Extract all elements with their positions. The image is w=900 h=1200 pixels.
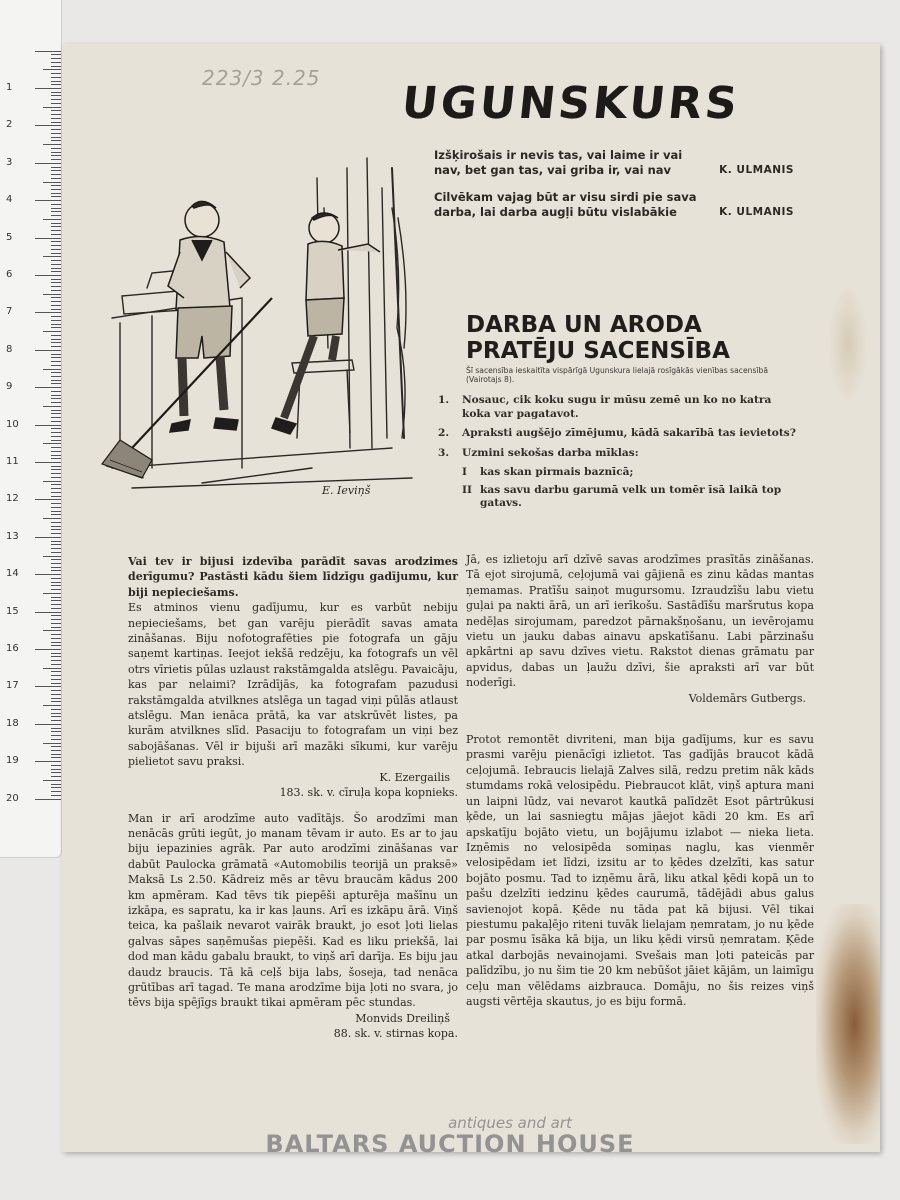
ruler-number: 20 [6, 792, 19, 804]
ruler-tick [51, 320, 61, 321]
ruler-tick [51, 765, 61, 766]
ruler-tick [43, 518, 61, 519]
riddle-text: kas skan pirmais baznīcā; [480, 466, 634, 478]
ruler-number: 6 [6, 269, 13, 280]
question-number: 3. [438, 446, 450, 459]
masthead-title: UGUNSKURS [399, 78, 743, 129]
ruler-tick [51, 585, 61, 586]
ruler-number: 2 [6, 119, 13, 131]
foxing-spot [828, 284, 868, 404]
question-text: Apraksti augšējo zīmējumu, kādā sakarībā tas ievietots? [462, 427, 796, 439]
ruler-tick [51, 589, 61, 590]
ruler-tick [51, 731, 61, 732]
story-bicycle: Protot remontēt divriteni, man bija gadījums, kur es savu prasmi varēju pienācīgi izlietot. Tas gadījās braucot kādā ceļojumā. Iebraucis lielajā Zalves silā, redzu pretim nāk kāds stumdams rokā velosipēdu. Piebraucot klāt, viņš aptura mani un laipni lūdz, vai nevarot kautkā palīdzēt Esot pārtrūkusi ķēde, un lai sasniegtu mājas jāejot kādi 20 km. Es arī apskatīju bojāto vietu, un bojājumu izlabot — nieka lieta. Izņēmis no velosipēda somiņas naglu, kas vienmēr velosipēdam iet līdzi, izsitu ar to ķēdes dzelzīti, kas satur bojāto posmu. Tad to izņēmu ārā, liku atkal ķēdi kopā un to pašu dzelzīti iedzinu ķēdes caurumā, tādējādi abus galus savienojot kopā. Ķēde nu tāda pat kā bijusi. Vēl tikai piestumu pakaļējo riteni tuvāk lielajam ņemratam, jo nu ķēde par posmu īsāka kā bija, un liku ķēdi virsū ņemratam. Ķēde atkal darbojās nevainojami. Svešais man ļoti pateicās par palīdzību, jo nu šim tie 20 km nebūšot jāiet kājām, un laimīgu ceļu man vēlēdams aizbrauca. Domāju, no šis reizes viņš augsti vērtēja skautus, jo es biju formā. [466, 733, 814, 1008]
ruler-tick [51, 342, 61, 343]
ruler-tick [51, 552, 61, 553]
author-name: Voldemārs Gutbergs. [688, 691, 806, 705]
ruler-tick [35, 238, 61, 239]
ruler-tick [51, 324, 61, 325]
ruler-tick [51, 526, 61, 527]
ruler-tick [51, 77, 61, 78]
ruler-tick [43, 443, 61, 444]
ruler-tick [51, 327, 61, 328]
ruler-tick [51, 185, 61, 186]
ruler-tick [51, 241, 61, 242]
ruler-tick [51, 170, 61, 171]
ruler-tick [51, 642, 61, 643]
ruler-tick [51, 133, 61, 134]
ruler-tick [51, 451, 61, 452]
ruler-tick [51, 208, 61, 209]
ruler-tick [51, 473, 61, 474]
ruler-tick [35, 724, 61, 725]
ruler-tick [51, 522, 61, 523]
question-number: 1. [438, 394, 450, 406]
ruler-tick [51, 735, 61, 736]
ruler-tick [43, 593, 61, 594]
ruler-tick [51, 260, 61, 261]
question-text: Uzmini sekošas darba mīklas: [462, 446, 639, 459]
ruler-tick [51, 458, 61, 459]
ruler-tick [51, 215, 61, 216]
ruler-number: 18 [6, 717, 19, 729]
ruler-tick [51, 597, 61, 598]
watermark-tagline: antiques and art [448, 1114, 572, 1132]
ruler-tick [51, 582, 61, 583]
watermark-brand: BALTARS AUCTION HOUSE [265, 1130, 635, 1158]
ruler-tick [51, 118, 61, 119]
ruler-tick [51, 656, 61, 657]
ruler-tick [43, 705, 61, 706]
ruler-tick [51, 716, 61, 717]
quote-author: K. ULMANIS [719, 206, 794, 218]
ruler-tick [51, 567, 61, 568]
ruler-tick [35, 574, 61, 575]
quotes-block [434, 148, 794, 232]
ruler-tick [51, 720, 61, 721]
ruler-tick [51, 309, 61, 310]
ruler-tick [51, 410, 61, 411]
question-item [438, 394, 798, 421]
ruler-tick [51, 174, 61, 175]
ruler-tick [51, 511, 61, 512]
ruler-tick [51, 604, 61, 605]
ruler-tick [51, 140, 61, 141]
ruler-tick [51, 488, 61, 489]
right-column [466, 552, 814, 1009]
ruler-tick [51, 249, 61, 250]
ruler-tick [51, 623, 61, 624]
ruler-tick [51, 694, 61, 695]
ruler-tick [51, 178, 61, 179]
ruler-tick [51, 58, 61, 59]
ruler-tick [51, 664, 61, 665]
ruler-tick [51, 189, 61, 190]
ruler-tick [51, 496, 61, 497]
newspaper-page [62, 44, 880, 1152]
ruler-number: 15 [6, 605, 19, 617]
ruler-tick [43, 294, 61, 295]
ruler-tick [51, 791, 61, 792]
ruler-tick [35, 425, 61, 426]
ruler-tick [51, 544, 61, 545]
ruler-tick [51, 698, 61, 699]
ruler-tick [51, 402, 61, 403]
story-dreilins: Man ir arī arodzīme auto vadītājs. Šo arodzīmi man nenācās grūti iegūt, jo manam tēvam ir auto. Es ar to jau biju iepazinies agrāk. Par auto arodzīmi zināšanas var dabūt Paulocka grāmatā «Automobilis teorijā un praksē» Maksā Ls 2.50. Kādreiz mēs ar tēvu braucām kādus 200 km apmēram. Kad tēvs tik piepēši apturēja mašīnu un izkāpa, es sapratu, ka ir kas ļauns. Arī es izkāpu ārā. Viņš teica, ka pašlaik nevarot vairāk braukt, jo esot ļoti lielas galvas sāpes saņēmušas piepēši. Kad es liku priekšā, lai dod man kādu gabalu braukt, to viņš arī darīja. Es biju jau daudz braucis. Tā kā ceļš bija labs, šoseja, tad nenāca grūtības arī tagad. Te mana arodzīme bija ļoti no svara, jo tēvs bija spējīgs braukt tikai apmēram pēc stundas. [128, 811, 458, 1010]
ruler-tick [51, 413, 61, 414]
ruler-tick [51, 466, 61, 467]
ruler-tick [51, 784, 61, 785]
riddle-item [462, 466, 798, 480]
ruler-number: 14 [6, 568, 19, 580]
ruler-tick [35, 125, 61, 126]
ruler-tick [51, 230, 61, 231]
question-text: Nosauc, cik koku sugu ir mūsu zemē un ko no katra koka var pagatavot. [462, 394, 772, 420]
ruler-tick [43, 369, 61, 370]
ruler-tick [51, 709, 61, 710]
ruler-tick [43, 182, 61, 183]
ruler-tick [35, 350, 61, 351]
ruler-tick [51, 660, 61, 661]
quote-2 [434, 190, 794, 220]
ruler-tick [51, 357, 61, 358]
ruler-tick [51, 62, 61, 63]
ruler-number: 4 [6, 194, 13, 206]
ruler-tick [51, 795, 61, 796]
ruler-tick [43, 219, 61, 220]
ruler-tick [51, 507, 61, 508]
ruler-tick [51, 608, 61, 609]
story-gutbergs: Jā, es izlietoju arī dzīvē savas arodzīmes prasītās zināšanas. Tā ejot sirojumā, ceļojumā vai gājienā es zinu kādas mantas ņemamas. Pratīšu saiņot mugursomu. Izraudzīšu labu vietu guļai pa nakti ārā, un arī ierīkošu. Sastādīšu maršrutus kopa nedēļas sirojumam, paredzot pārnakšņošanu, un ievērojamu vietu un jauku dabas ainavu apskatīšanu. Labi pārzinašu apkārtni ap savu dzīves vietu. Rakstot dienas grāmatu par apvidus, dabas un ļaužu dzīvi, šie apraksti arī var būt noderīgi. [466, 553, 814, 690]
question-item [438, 447, 798, 461]
ruler-tick [51, 529, 61, 530]
ruler-tick [51, 103, 61, 104]
ruler-tick [51, 432, 61, 433]
ruler-tick [51, 391, 61, 392]
ruler-tick [35, 88, 61, 89]
contest-title: DARBA UN ARODA PRATĒJU SACENSĪBA [466, 312, 730, 364]
ruler-number: 9 [6, 381, 13, 393]
ruler-tick [51, 84, 61, 85]
ruler-tick [35, 163, 61, 164]
story-ezergailis: Es atminos vienu gadījumu, kur es varbūt nebiju nepieciešams, bet gan varēju pierādīt savas amata zināšanas. Biju nofotografēties pie fotografa un gāju saņemt kartiņas. Ieejot iekšā redzēju, ka fotografs un vēl otrs vīrietis pūlas uzlaust rakstāmgalda atslēgu. Pavaicāju, kas par nelaimi? Izrādījās, ka fotografam pazudusi rakstāmgalda atvilknes atslēga un tagad viņi pūlās atlaust atslēgu. Man ienāca prātā, ka var atskrūvēt listes, pa kurām atvilknes slīd. Pasaciju to fotografam un viņi bez sabojāšanas. Vēl ir bijuši arī mazāki sīkumi, kur varēju pielietot savu praksi. [128, 601, 458, 769]
ruler-tick [43, 668, 61, 669]
ruler-number: 8 [6, 343, 13, 355]
ruler-tick [51, 196, 61, 197]
ruler-tick [51, 728, 61, 729]
ruler-tick [51, 675, 61, 676]
ruler-tick [51, 739, 61, 740]
ruler-tick [51, 376, 61, 377]
ruler-tick [51, 380, 61, 381]
ruler-tick [35, 200, 61, 201]
ruler-tick [51, 750, 61, 751]
ruler-number: 7 [6, 306, 13, 318]
ruler-tick [43, 256, 61, 257]
ruler-tick [51, 226, 61, 227]
ruler-tick [51, 645, 61, 646]
ruler-tick [51, 339, 61, 340]
ruler-tick [51, 73, 61, 74]
ruler-number: 12 [6, 493, 19, 505]
ruler-tick [43, 481, 61, 482]
ruler-tick [51, 548, 61, 549]
ruler-tick [51, 268, 61, 269]
ruler-tick [51, 279, 61, 280]
measuring-ruler [0, 0, 62, 858]
ruler-tick [51, 455, 61, 456]
ruler-tick [51, 335, 61, 336]
ruler-tick [51, 627, 61, 628]
author-name: Monvids Dreiliņš [355, 1011, 450, 1025]
ruler-tick [51, 559, 61, 560]
ruler-tick [51, 421, 61, 422]
quote-text: Cilvēkam vajag būt ar visu sirdi pie sava darba, lai darba augļi būtu vislabākie [434, 190, 697, 219]
ruler-tick [51, 671, 61, 672]
ruler-tick [51, 148, 61, 149]
ruler-tick [51, 683, 61, 684]
riddle-text: kas savu darbu garumā velk un tomēr īsā laikā top gatavs. [480, 483, 782, 509]
intro-question: Vai tev ir bijusi izdevība parādīt savas arodzimes derīgumu? Pastāsti kādu šiem līdzīgu gadījumu, kur biji nepieciešams. [128, 555, 458, 599]
auction-watermark [0, 1114, 900, 1158]
ruler-tick [51, 193, 61, 194]
ruler-tick [35, 761, 61, 762]
ruler-tick [43, 743, 61, 744]
ruler-tick [51, 619, 61, 620]
riddle-item [462, 484, 798, 511]
ruler-tick [51, 757, 61, 758]
ruler-tick [43, 406, 61, 407]
ruler-tick [51, 383, 61, 384]
ruler-tick [51, 679, 61, 680]
ruler-tick [35, 275, 61, 276]
ruler-tick [35, 537, 61, 538]
author-unit: 183. sk. v. cīruļa kopa kopnieks. [279, 786, 458, 800]
ruler-tick [51, 469, 61, 470]
ruler-tick [51, 129, 61, 130]
ruler-tick [51, 570, 61, 571]
ruler-tick [51, 447, 61, 448]
ruler-tick [43, 144, 61, 145]
ruler-tick [51, 286, 61, 287]
ruler-tick [51, 167, 61, 168]
ruler-tick [51, 54, 61, 55]
ruler-tick [51, 110, 61, 111]
ruler-tick [51, 211, 61, 212]
ruler-tick [51, 690, 61, 691]
ruler-tick [51, 282, 61, 283]
ruler-tick [51, 316, 61, 317]
ruler-tick [51, 152, 61, 153]
ruler-tick [51, 398, 61, 399]
ruler-tick [51, 223, 61, 224]
ruler-tick [51, 653, 61, 654]
ruler-tick [51, 769, 61, 770]
ruler-number: 11 [6, 456, 19, 467]
ruler-tick [51, 354, 61, 355]
ruler-tick [35, 499, 61, 500]
ruler-tick [51, 234, 61, 235]
ruler-number: 13 [6, 530, 19, 542]
ruler-tick [51, 436, 61, 437]
contest-subtitle: Šī sacensība ieskaitīta vispārīgā Ugunskura lielajā rosīgākās vienības sacensībā (Vairotajs 8). [466, 366, 768, 384]
ruler-tick [43, 107, 61, 108]
ruler-tick [51, 155, 61, 156]
ruler-tick [51, 99, 61, 100]
ruler-tick [51, 245, 61, 246]
illustration-signature: E. Ieviņš [322, 484, 371, 497]
ruler-tick [51, 428, 61, 429]
ruler-tick [51, 372, 61, 373]
quote-author: K. ULMANIS [719, 164, 794, 176]
ruler-tick [51, 290, 61, 291]
ruler-tick [51, 634, 61, 635]
ruler-tick [51, 533, 61, 534]
ruler-tick [51, 159, 61, 160]
ruler-number: 3 [6, 156, 13, 168]
ruler-tick [51, 754, 61, 755]
riddle-number: II [462, 483, 472, 496]
ruler-tick [35, 799, 61, 800]
ruler-tick [51, 92, 61, 93]
author-unit: 88. sk. v. stirnas kopa. [333, 1027, 458, 1041]
ruler-tick [51, 305, 61, 306]
contest-questions [438, 394, 798, 515]
ruler-tick [51, 541, 61, 542]
ruler-tick [51, 361, 61, 362]
ruler-tick [51, 713, 61, 714]
ruler-tick [43, 331, 61, 332]
ruler-tick [43, 630, 61, 631]
ruler-tick [51, 395, 61, 396]
ruler-tick [51, 114, 61, 115]
ruler-number: 16 [6, 643, 19, 654]
left-column [128, 554, 458, 1042]
ruler-tick [51, 253, 61, 254]
ruler-tick [51, 563, 61, 564]
ruler-tick [35, 462, 61, 463]
ruler-tick [51, 615, 61, 616]
ruler-tick [35, 387, 61, 388]
ruler-tick [51, 503, 61, 504]
ruler-tick [51, 638, 61, 639]
pencil-note: 223/3 2.25 [202, 66, 321, 90]
ruler-tick [35, 612, 61, 613]
ruler-tick [35, 649, 61, 650]
ruler-tick [51, 578, 61, 579]
ruler-tick [43, 780, 61, 781]
ruler-number: 10 [6, 418, 19, 430]
ruler-tick [51, 417, 61, 418]
question-item [438, 427, 798, 441]
author-name: K. Ezergailis [379, 770, 450, 784]
ruler-number: 1 [6, 82, 13, 93]
ruler-tick [51, 440, 61, 441]
ruler-tick [43, 556, 61, 557]
ruler-tick [35, 686, 61, 687]
riddle-number: I [462, 466, 467, 478]
ruler-tick [51, 365, 61, 366]
ruler-tick [51, 297, 61, 298]
ruler-number: 17 [6, 680, 19, 692]
ruler-tick [51, 95, 61, 96]
boys-working-illustration [92, 148, 432, 510]
ruler-number: 5 [6, 231, 13, 243]
ruler-tick [51, 137, 61, 138]
ruler-tick [51, 66, 61, 67]
ruler-tick [51, 776, 61, 777]
ruler-tick [35, 51, 61, 52]
ruler-tick [35, 312, 61, 313]
ruler-tick [51, 204, 61, 205]
ruler-tick [51, 301, 61, 302]
ruler-tick [51, 492, 61, 493]
ruler-tick [51, 477, 61, 478]
ruler-tick [51, 264, 61, 265]
ruler-tick [51, 122, 61, 123]
ruler-tick [51, 271, 61, 272]
ruler-number: 19 [6, 755, 19, 767]
ruler-tick [51, 701, 61, 702]
ruler-tick [51, 746, 61, 747]
ruler-tick [51, 81, 61, 82]
quote-1 [434, 148, 794, 178]
ruler-tick [51, 346, 61, 347]
ruler-tick [51, 772, 61, 773]
ruler-tick [51, 484, 61, 485]
ruler-tick [51, 787, 61, 788]
question-number: 2. [438, 427, 450, 439]
ruler-tick [51, 600, 61, 601]
water-stain [816, 904, 880, 1144]
ruler-tick [43, 69, 61, 70]
quote-text: Izšķirošais ir nevis tas, vai laime ir vai nav, bet gan tas, vai griba ir, vai nav [434, 148, 683, 177]
ruler-tick [51, 514, 61, 515]
